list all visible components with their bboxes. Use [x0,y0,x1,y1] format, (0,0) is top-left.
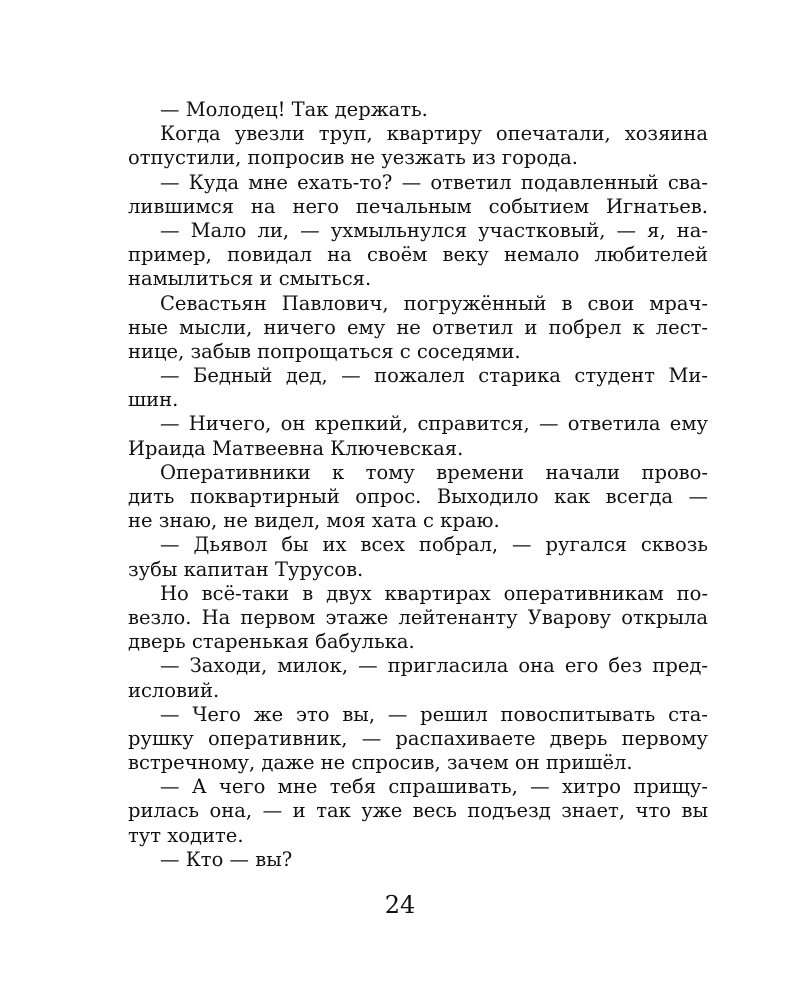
text-line: пример, повидал на своём веку немало любителей [128,243,708,267]
text-line: — Молодец! Так держать. [160,98,428,121]
text-line: — Куда мне ехать-то? — ответил подавленный сва- [160,170,708,194]
text-line: — Ничего, он крепкий, справится, — ответила ему [160,412,708,436]
page-number: 24 [384,891,416,919]
text-line: исловий. [128,678,220,702]
text-line: ные мысли, ничего ему не ответил и побрел к лест- [128,315,708,339]
text-line: встречному, даже не спросив, зачем он пришёл. [128,751,633,775]
text-line: отпустили, попросив не уезжать из города. [128,146,578,170]
text-line: шин. [128,388,179,412]
text-line: не знаю, не видел, моя хата с краю. [128,509,500,533]
text-line: — Дьявол бы их всех побрал, — ругался сквозь [160,533,708,557]
text-line: — Мало ли, — ухмыльнулся участковый, — я, на- [160,218,708,242]
text-line: Ираида Матвеевна Ключевская. [128,436,464,460]
text-line: рилась она, — и так уже весь подъезд знает, что вы [128,799,708,823]
page-text-block [128,98,708,872]
text-line: Когда увезли труп, квартиру опечатали, хозяина [160,122,708,146]
text-line: Но всё-таки в двух квартирах оперативникам по- [160,581,708,605]
text-line: — Бедный дед, — пожалел старика студент Ми- [160,364,708,388]
text-line: дить поквартирный опрос. Выходило как всегда — [128,485,708,508]
text-line: зубы капитан Турусов. [128,557,364,581]
text-line: Оперативники к тому времени начали прово- [160,460,708,484]
text-line: дверь старенькая бабулька. [128,630,415,654]
text-line: везло. На первом этаже лейтенанту Уварову открыла [128,605,708,629]
text-line: нице, забыв попрощаться с соседями. [128,339,521,363]
text-line: Севастьян Павлович, погружённый в свои мрач- [160,291,708,315]
text-line: лившимся на него печальным событием Игнатьев. [128,194,708,218]
text-line: рушку оперативник, — распахиваете дверь первому [128,726,708,750]
text-line: — Кто — вы? [160,847,293,871]
text-line: тут ходите. [128,823,244,847]
text-line: — Заходи, милок, — пригласила она его без пред- [160,654,708,678]
text-line: намылиться и смыться. [128,267,372,291]
text-line: — А чего мне тебя спрашивать, — хитро прищу- [160,775,708,799]
text-line: — Чего же это вы, — решил повоспитывать ста- [160,702,708,726]
